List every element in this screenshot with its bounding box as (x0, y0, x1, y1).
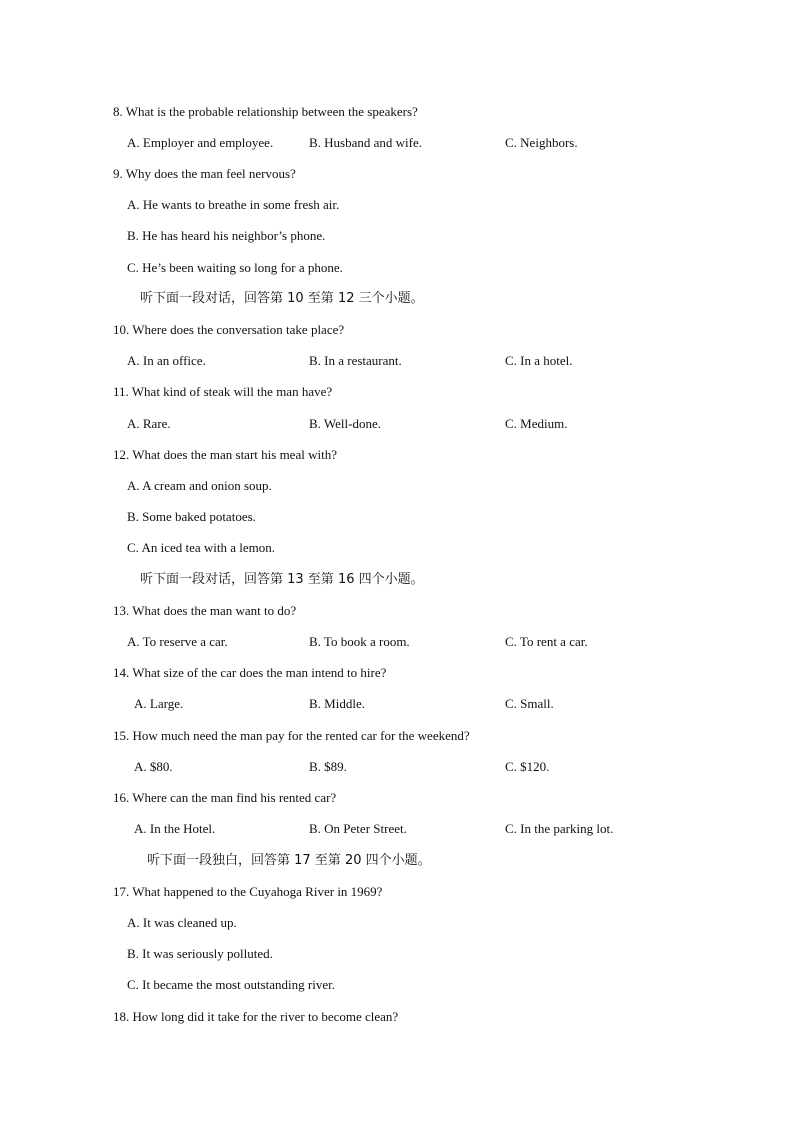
option-b: B. Some baked potatoes. (127, 509, 256, 524)
question-9: 9. Why does the man feel nervous? (113, 166, 296, 181)
section-instruction-2: 听下面一段对话，回答第 13 至第 16 四个小题。 (140, 572, 424, 587)
option-b: B. On Peter Street. (309, 821, 407, 836)
question-14-options (0, 695, 794, 713)
option-b: B. He has heard his neighbor’s phone. (127, 228, 326, 243)
question-13-options (0, 633, 794, 651)
option-a: A. Large. (134, 696, 184, 711)
option-a: A. In an office. (127, 353, 206, 368)
option-b: B. $89. (309, 759, 347, 774)
option-a: A. To reserve a car. (127, 634, 228, 649)
option-a: A. It was cleaned up. (127, 915, 237, 930)
question-16-options (0, 820, 794, 838)
option-c: C. Neighbors. (505, 135, 578, 150)
option-b: B. Husband and wife. (309, 135, 423, 150)
question-8-options (0, 134, 794, 152)
question-12: 12. What does the man start his meal with? (113, 447, 337, 462)
question-11-options (0, 415, 794, 433)
section-instruction-3: 听下面一段独白，回答第 17 至第 20 四个小题。 (147, 853, 431, 868)
option-a: A. Rare. (127, 416, 171, 431)
question-13: 13. What does the man want to do? (113, 603, 297, 618)
option-c: C. $120. (505, 759, 550, 774)
option-b: B. To book a room. (309, 634, 410, 649)
option-c: C. In the parking lot. (505, 821, 614, 836)
question-10-options (0, 352, 794, 370)
question-8: 8. What is the probable relationship between the speakers? (113, 104, 418, 119)
option-a: A. Employer and employee. (127, 135, 274, 150)
question-17: 17. What happened to the Cuyahoga River in 1969? (113, 884, 383, 899)
option-c: C. Medium. (505, 416, 568, 431)
question-14: 14. What size of the car does the man intend to hire? (113, 665, 387, 680)
option-c: C. An iced tea with a lemon. (127, 540, 276, 555)
option-c: C. It became the most outstanding river. (127, 977, 335, 992)
option-c: C. Small. (505, 696, 554, 711)
option-a: A. A cream and onion soup. (127, 478, 272, 493)
option-b: B. Middle. (309, 696, 365, 711)
option-b: B. In a restaurant. (309, 353, 402, 368)
question-16: 16. Where can the man find his rented car? (113, 790, 337, 805)
option-b: B. It was seriously polluted. (127, 946, 273, 961)
question-15-options (0, 758, 794, 776)
option-c: C. In a hotel. (505, 353, 573, 368)
question-11: 11. What kind of steak will the man have? (113, 384, 333, 399)
question-10: 10. Where does the conversation take place? (113, 322, 345, 337)
question-15: 15. How much need the man pay for the rented car for the weekend? (113, 728, 470, 743)
option-c: C. To rent a car. (505, 634, 588, 649)
option-b: B. Well-done. (309, 416, 382, 431)
option-a: A. In the Hotel. (134, 821, 216, 836)
section-instruction-1: 听下面一段对话，回答第 10 至第 12 三个小题。 (140, 291, 424, 306)
option-c: C. He’s been waiting so long for a phone. (127, 260, 343, 275)
question-18: 18. How long did it take for the river to become clean? (113, 1009, 399, 1024)
option-a: A. He wants to breathe in some fresh air. (127, 197, 340, 212)
option-a: A. $80. (134, 759, 173, 774)
